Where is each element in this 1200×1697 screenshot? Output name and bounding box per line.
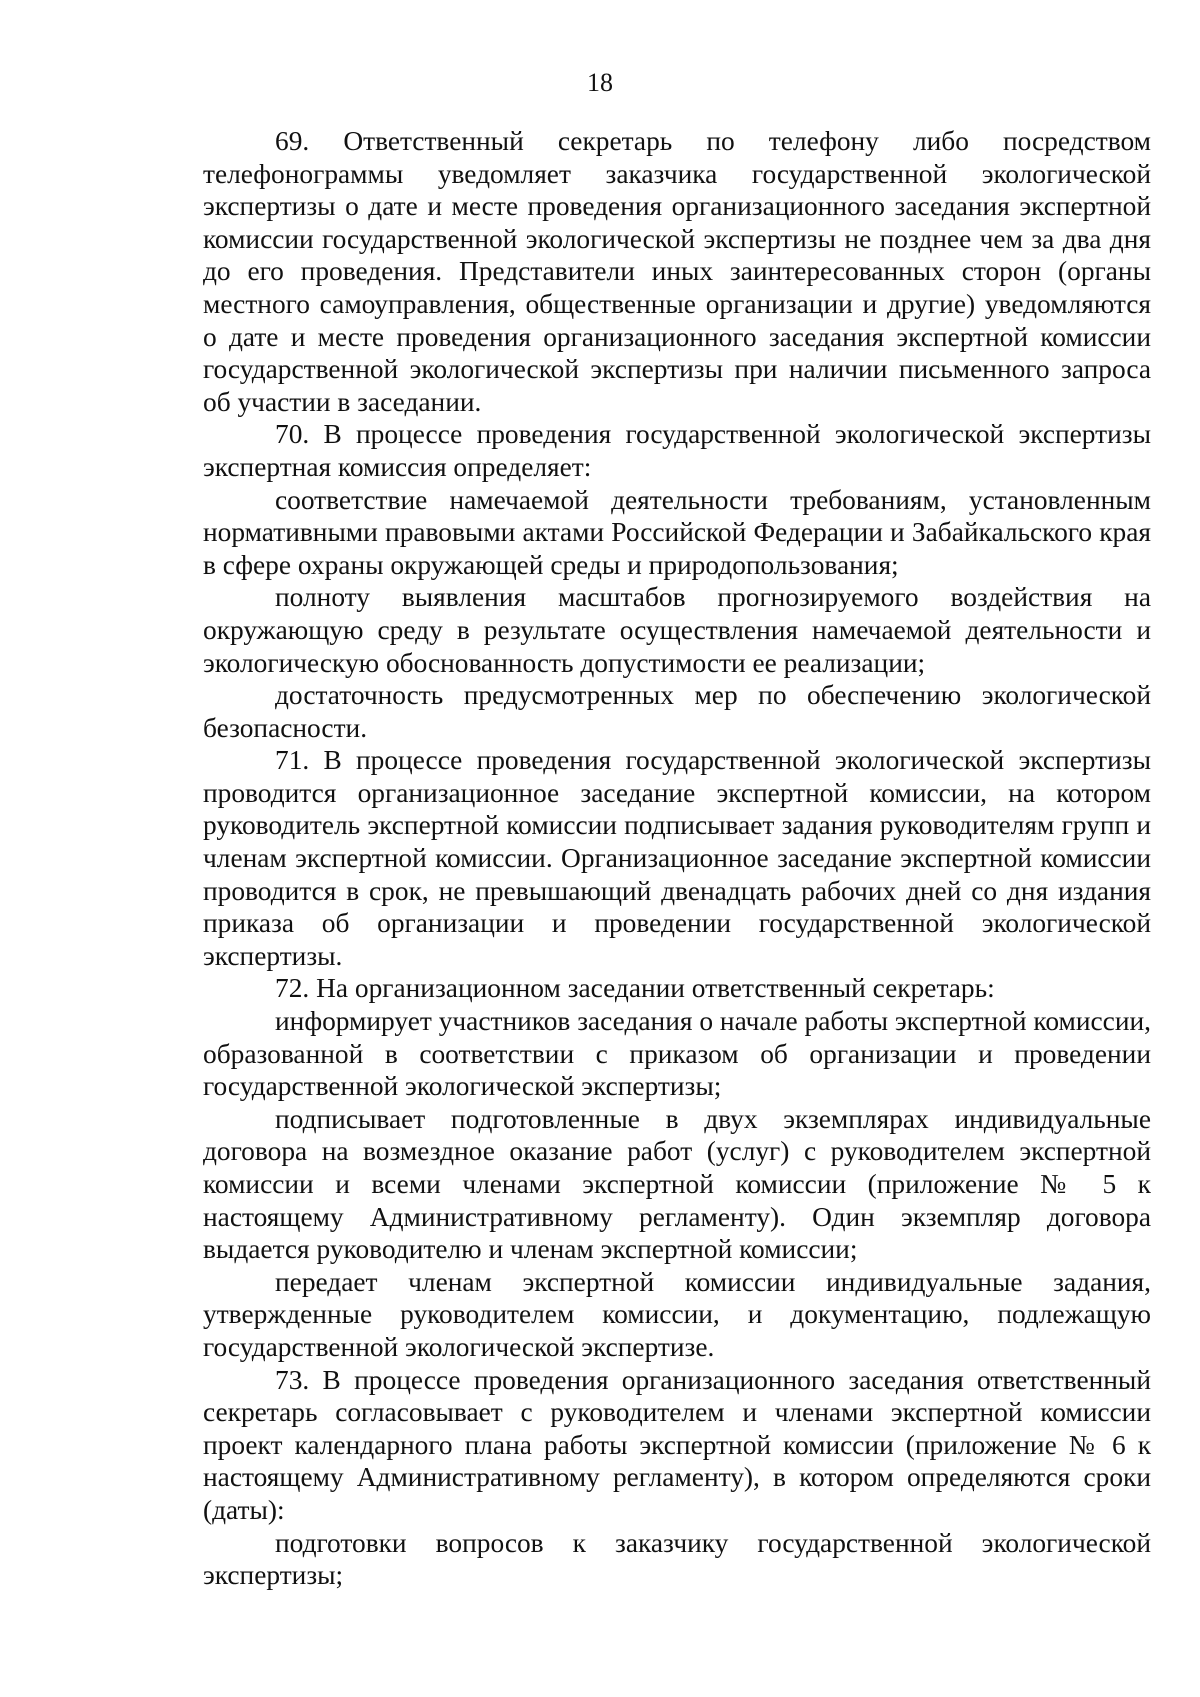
- paragraph-72: 72. На организационном заседании ответственный секретарь:: [275, 973, 995, 1004]
- paragraph-69: 69. Ответственный секретарь по телефону либо посредством телефонограммы уведомляет заказчика государственной экологической экспертизы о дате и месте проведения организационного заседания экспертной комиссии государственной экологической экспертизы не позднее чем за два дня до его проведения. Представители иных заинтересованных сторон (органы местного самоуправления, общественные организации и другие) уведомляются о дате и месте проведения организационного заседания экспертной комиссии государственной экологической экспертизы при наличии письменного запроса об участии в заседании.: [203, 126, 1151, 417]
- paragraph-71: 71. В процессе проведения государственной экологической экспертизы проводится организационное заседание экспертной комиссии, на котором руководитель экспертной комиссии подписывает задания руководителям групп и членам экспертной комиссии. Организационное заседание экспертной комиссии проводится в срок, не превышающий двенадцать рабочих дней со дня издания приказа об организации и проведении государственной экологической экспертизы.: [203, 745, 1151, 971]
- list-item-sign-contracts: подписывает подготовленные в двух экземплярах индивидуальные договора на возмездное оказание работ (услуг) с руководителем экспертной комиссии и всеми членами экспертной комиссии (приложение № 5 к настоящему Административному регламенту). Один экземпляр договора выдается руководителю и членам экспертной комиссии;: [203, 1103, 1151, 1265]
- paragraph-70: 70. В процессе проведения государственной экологической экспертизы экспертная комиссия определяет:: [203, 419, 1151, 482]
- page-number: 18: [587, 68, 613, 97]
- list-item-compliance: соответствие намечаемой деятельности требованиям, установленным нормативными правовыми актами Российской Федерации и Забайкальского края в сфере охраны окружающей среды и природопользования;: [203, 484, 1151, 580]
- list-item-safety-measures: достаточность предусмотренных мер по обеспечению экологической безопасности.: [203, 680, 1151, 743]
- list-item-inform-participants: информирует участников заседания о начале работы экспертной комиссии, образованной в соответствии с приказом об организации и проведении государственной экологической экспертизы;: [203, 1006, 1151, 1102]
- list-item-impact-completeness: полноту выявления масштабов прогнозируемого воздействия на окружающую среду в результате осуществления намечаемой деятельности и экологическую обоснованность допустимости ее реализации;: [203, 582, 1151, 678]
- list-item-prepare-questions: подготовки вопросов к заказчику государственной экологической экспертизы;: [203, 1527, 1151, 1591]
- list-item-hand-over-tasks: передает членам экспертной комиссии индивидуальные задания, утвержденные руководителем комиссии, и документацию, подлежащую государственной экологической экспертизе.: [203, 1266, 1151, 1362]
- paragraph-73: 73. В процессе проведения организационного заседания ответственный секретарь согласовывает с руководителем и членами экспертной комиссии проект календарного плана работы экспертной комиссии (приложение № 6 к настоящему Административному регламенту), в котором определяются сроки (даты):: [203, 1364, 1151, 1525]
- document-body: [203, 125, 1151, 1592]
